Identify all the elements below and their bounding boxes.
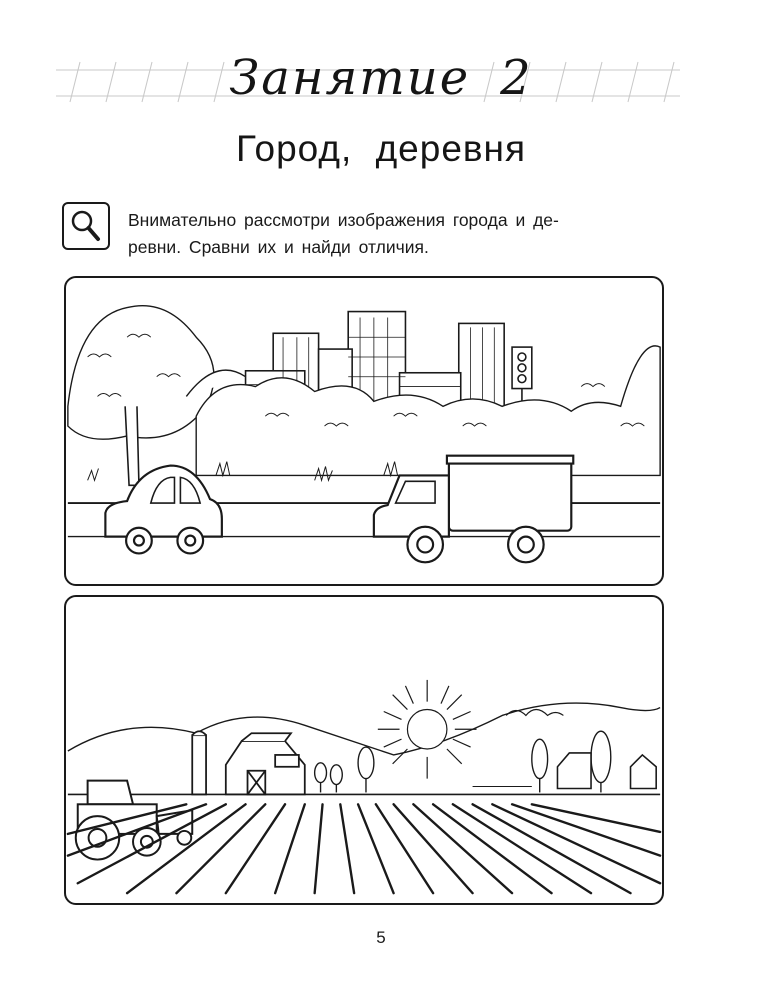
instruction-line-2: ревни. Сравни их и найди отличия. xyxy=(128,237,429,257)
lesson-title xyxy=(0,50,762,106)
task-instruction xyxy=(128,207,668,261)
lesson-word: Занятие xyxy=(229,50,471,106)
page-number: 5 xyxy=(376,928,386,947)
sun-icon xyxy=(378,680,477,779)
magnifier-icon xyxy=(62,202,110,250)
car xyxy=(105,466,221,554)
village-illustration xyxy=(64,595,664,905)
tractor xyxy=(76,781,192,860)
barn xyxy=(192,731,305,794)
instruction-line-1: Внимательно рассмотри изображения города и де- xyxy=(128,210,559,230)
city-illustration xyxy=(64,276,664,586)
lesson-number: 2 xyxy=(500,50,533,106)
topic-title: Город, деревня xyxy=(235,128,527,169)
